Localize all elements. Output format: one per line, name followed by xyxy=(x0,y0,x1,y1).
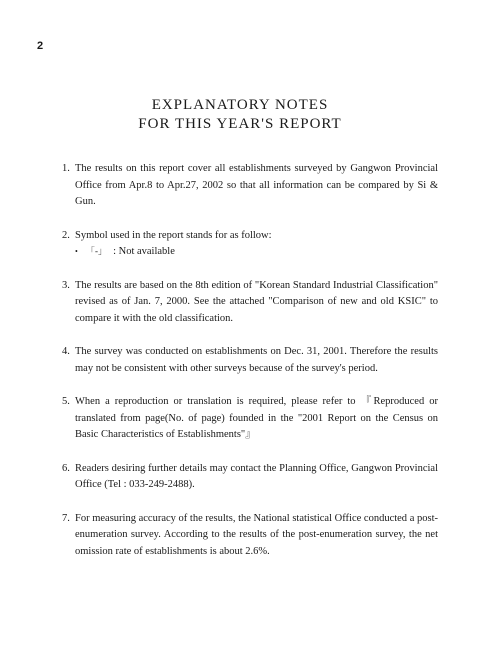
note-number: 2. xyxy=(62,229,70,241)
note-text: The survey was conducted on establishments on Dec. 31, 2001. Therefore the results may not be consistent with other surveys because of the survey's period. xyxy=(75,346,438,374)
symbol-meaning: : Not available xyxy=(113,246,175,257)
note-text: Symbol used in the report stands for as follow: xyxy=(75,229,272,241)
note-number: 3. xyxy=(62,279,70,291)
notes-list xyxy=(62,161,438,577)
note-6 xyxy=(62,461,438,494)
note-3 xyxy=(62,278,438,328)
note-5 xyxy=(62,394,438,444)
note-number: 5. xyxy=(62,396,70,407)
note-number: 1. xyxy=(62,163,70,174)
note-7 xyxy=(62,511,438,561)
note-text: Readers desiring further details may contact the Planning Office, Gangwon Provincial Office (Tel : 033-249-2488). xyxy=(75,462,438,490)
page-subtitle: FOR THIS YEAR'S REPORT xyxy=(138,116,342,132)
note-2 xyxy=(62,228,438,261)
note-number: 6. xyxy=(62,462,70,474)
page-number: 2 xyxy=(37,40,44,52)
note-4 xyxy=(62,344,438,377)
note-text: When a reproduction or translation is required, please refer to 『Reproduced or translated from page(No. of page) founded in the "2001 Report on the Census on Basic Characteristics of Establishments"』 xyxy=(75,396,438,440)
note-number: 7. xyxy=(62,512,70,524)
bullet-icon: • xyxy=(75,247,78,256)
note-text: The results are based on the 8th edition of "Korean Standard Industrial Classification" revised as of Jan. 7, 2000. See the attached "Comparison of new and old KSIC" to compare it with the old classification. xyxy=(75,279,438,324)
symbol-definition xyxy=(75,244,438,261)
note-1 xyxy=(62,161,438,211)
not-available-symbol: 「-」 xyxy=(85,247,108,257)
note-body xyxy=(75,228,438,261)
page-title: EXPLANATORY NOTES xyxy=(151,97,329,113)
note-text: For measuring accuracy of the results, the National statistical Office conducted a post-enumeration survey. According to the results of the post-enumeration survey, the net omission rate of establishments is about 2.6%. xyxy=(75,512,438,557)
note-text: The results on this report cover all establishments surveyed by Gangwon Provincial Office from Apr.8 to Apr.27, 2002 so that all information can be compared by Si & Gun. xyxy=(75,163,438,207)
note-number: 4. xyxy=(62,346,70,357)
